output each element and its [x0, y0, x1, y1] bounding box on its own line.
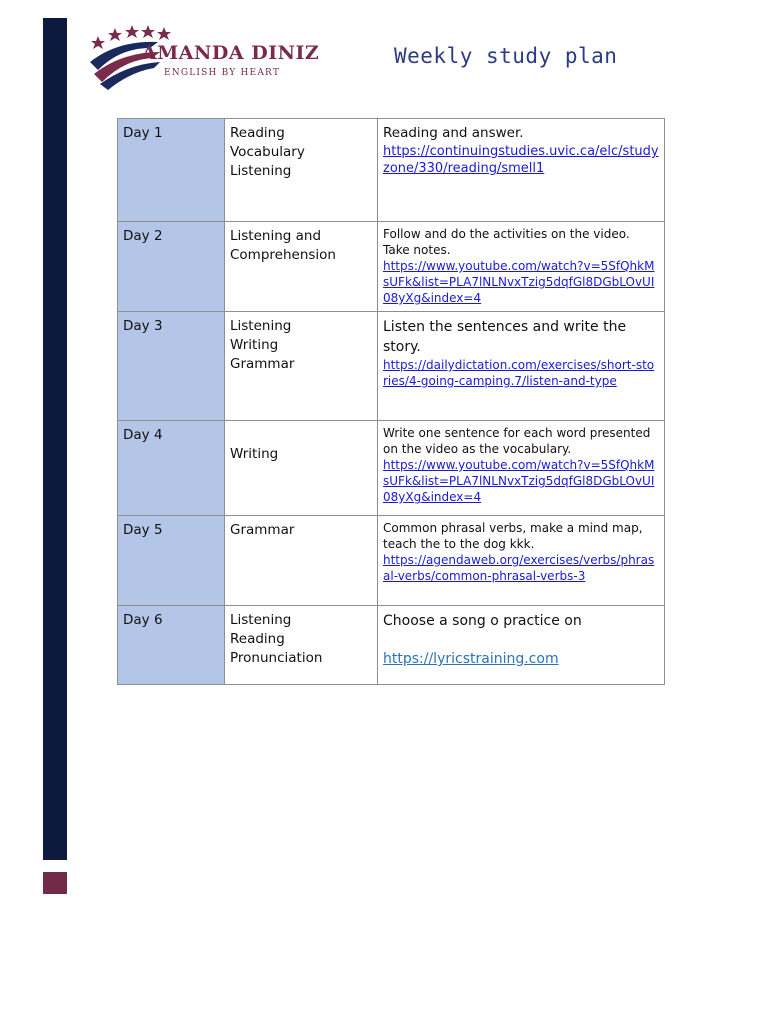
- table-row: [118, 222, 665, 312]
- side-bar-decoration: [43, 18, 67, 860]
- activity-link[interactable]: https://dailydictation.com/exercises/short-stories/4-going-camping.7/listen-and-type: [383, 358, 655, 388]
- day-cell: Day 5: [118, 516, 225, 606]
- skill-label: Grammar: [230, 522, 295, 538]
- activity-text: Follow and do the activities on the video. Take notes.: [383, 227, 630, 257]
- activity-cell: [378, 312, 665, 421]
- skills-cell: [225, 222, 378, 312]
- brand-logo: [88, 22, 320, 90]
- skills-cell: [225, 606, 378, 685]
- activity-cell: [378, 606, 665, 685]
- skill-label: Pronunciation: [230, 650, 323, 666]
- logo-name: AMANDA DINIZ: [142, 42, 320, 64]
- skill-label: Listening: [230, 318, 292, 334]
- activity-text: Listen the sentences and write the story.: [383, 319, 627, 355]
- skill-label: Vocabulary: [230, 144, 305, 160]
- skill-label: Comprehension: [230, 247, 336, 263]
- activity-link[interactable]: https://www.youtube.com/watch?v=5SfQhkMsUFk&list=PLA7lNLNvxTzig5dqfGl8DGbLOvUI08yXg&index=4: [383, 458, 655, 504]
- activity-link[interactable]: https://www.youtube.com/watch?v=5SfQhkMsUFk&list=PLA7lNLNvxTzig5dqfGl8DGbLOvUI08yXg&index=4: [383, 259, 655, 305]
- activity-text: Write one sentence for each word presented on the video as the vocabulary.: [383, 426, 651, 456]
- table-row: [118, 421, 665, 516]
- day-cell: Day 6: [118, 606, 225, 685]
- study-plan-table: [117, 118, 665, 685]
- activity-cell: [378, 421, 665, 516]
- activity-link[interactable]: https://lyricstraining.com: [383, 651, 559, 667]
- skill-label: Listening and: [230, 228, 322, 244]
- skill-label: Grammar: [230, 356, 295, 372]
- table-row: [118, 312, 665, 421]
- activity-cell: [378, 516, 665, 606]
- day-cell: Day 2: [118, 222, 225, 312]
- table-row: [118, 516, 665, 606]
- activity-link[interactable]: https://continuingstudies.uvic.ca/elc/studyzone/330/reading/smell1: [383, 144, 659, 176]
- side-square-decoration: [43, 872, 67, 894]
- skills-cell: [225, 312, 378, 421]
- activity-text: Choose a song o practice on: [383, 613, 582, 629]
- activity-cell: [378, 119, 665, 222]
- skills-cell: [225, 421, 378, 516]
- table-row: [118, 119, 665, 222]
- skill-label: Listening: [230, 163, 292, 179]
- table-row: [118, 606, 665, 685]
- skill-label: Writing: [230, 337, 279, 353]
- skill-label: Reading: [230, 125, 285, 141]
- skill-label: Reading: [230, 631, 285, 647]
- skill-label: Listening: [230, 612, 292, 628]
- skills-cell: [225, 119, 378, 222]
- activity-text: Common phrasal verbs, make a mind map, teach the to the dog kkk.: [383, 521, 643, 551]
- day-cell: Day 1: [118, 119, 225, 222]
- skill-label: Writing: [230, 446, 279, 462]
- day-cell: Day 4: [118, 421, 225, 516]
- page-title: Weekly study plan: [394, 44, 618, 68]
- logo-tagline: ENGLISH BY HEART: [164, 68, 281, 78]
- activity-cell: [378, 222, 665, 312]
- day-cell: Day 3: [118, 312, 225, 421]
- activity-link[interactable]: https://agendaweb.org/exercises/verbs/phrasal-verbs/common-phrasal-verbs-3: [383, 553, 655, 583]
- activity-text: Reading and answer.: [383, 125, 524, 141]
- skills-cell: [225, 516, 378, 606]
